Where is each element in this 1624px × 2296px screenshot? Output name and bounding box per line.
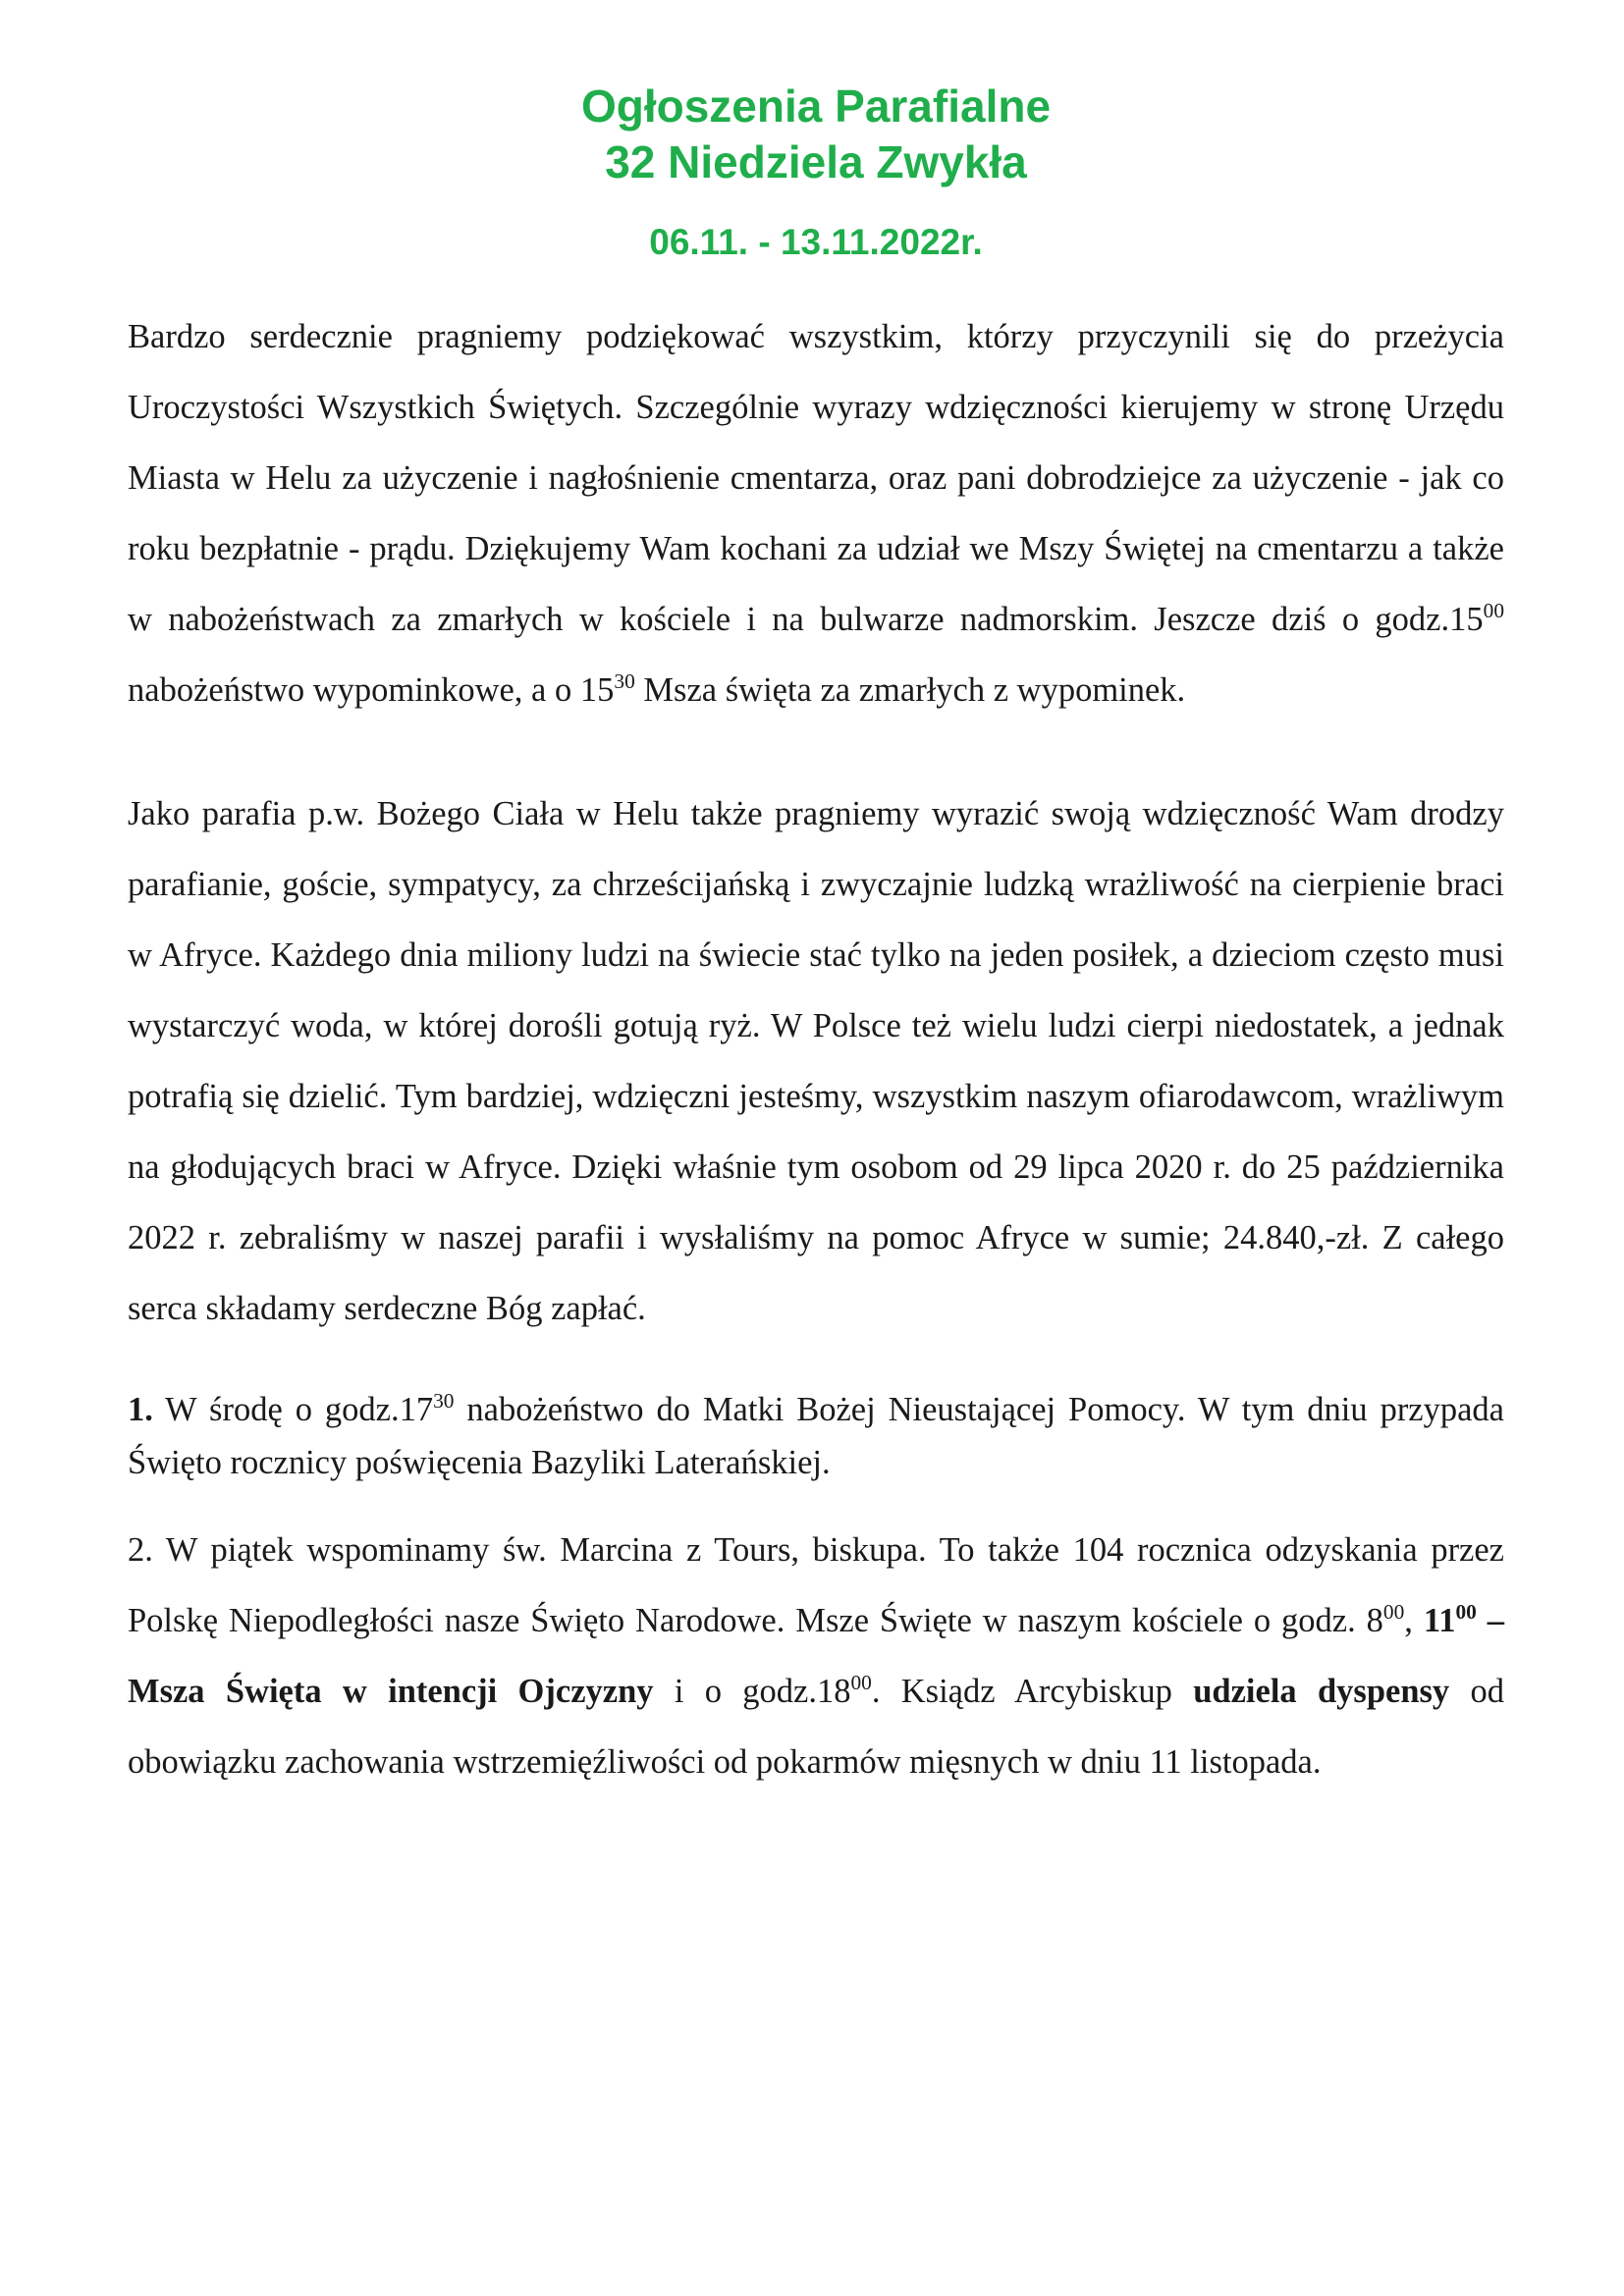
item-2-text-e: od obowiązku zachowania wstrzemięźliwości od pokarmów mięsnych w dniu 11 listopada. [128, 1673, 1504, 1781]
item-number: 1. [128, 1391, 153, 1428]
time-superscript: 30 [433, 1388, 455, 1413]
announcement-item-2 [128, 1515, 1504, 1797]
time-superscript: 00 [1455, 1599, 1477, 1624]
item-1-text-b: nabożeństwo do Matki Bożej Nieustającej Pomocy. W tym dniu przypada Święto rocznicy poświęcenia Bazyliki Laterańskiej. [128, 1391, 1504, 1481]
time-superscript: 00 [1382, 1599, 1405, 1624]
item-2-text-d: . Ksiądz Arcybiskup [871, 1673, 1194, 1710]
item-2-text-a: 2. W piątek wspominamy św. Marcina z Tours, biskupa. To także 104 rocznica odzyskania przez Polskę Niepodległości nasze Święto Narodowe. Msze Święte w naszym kościele o godz. 8 [128, 1531, 1504, 1639]
item-2-text-b: , [1404, 1602, 1424, 1639]
time-superscript: 30 [614, 668, 635, 693]
time-superscript: 00 [1483, 598, 1504, 622]
item-2-text-c: i o godz.18 [653, 1673, 851, 1710]
item-1-text-a: W środę o godz.17 [152, 1391, 434, 1428]
time-superscript: 00 [850, 1670, 872, 1694]
thanks-paragraph [128, 301, 1504, 725]
date-range: 06.11. - 13.11.2022r. [649, 222, 983, 262]
title-line-1: Ogłoszenia Parafialne [580, 80, 1052, 132]
bold-time: 11 [1423, 1602, 1456, 1639]
thanks-text-a: Bardzo serdecznie pragniemy podziękować wszystkim, którzy przyczynili się do przeżycia Uroczystości Wszystkich Świętych. Szczególnie wyrazy wdzięczności kierujemy w stronę Urzędu Miasta w Helu za użyczenie i nagłośnienie cmentarza, oraz pani dobrodziejce za użyczenie - jak co roku bezpłatnie - prądu. Dziękujemy Wam kochani za udział we Mszy Świętej na cmentarzu a także w nabożeństwach za zmarłych w kościele i na bulwarze nadmorskim. Jeszcze dziś o godz.15 [128, 318, 1504, 638]
announcement-item-1 [128, 1383, 1504, 1489]
thanks-text-b: nabożeństwo wypominkowe, a o 15 [128, 671, 615, 709]
bold-mass-text: – Msza Święta w intencji Ojczyzny [128, 1602, 1505, 1710]
announcement-page [128, 79, 1504, 1797]
africa-text: Jako parafia p.w. Bożego Ciała w Helu także pragniemy wyrazić swoją wdzięczność Wam drodzy parafianie, goście, sympatycy, za chrześcijańską i zwyczajnie ludzką wrażliwość na cierpienie braci w Afryce. Każdego dnia miliony ludzi na świecie stać tylko na jeden posiłek, a dzieciom często musi wystarczyć woda, w której dorośli gotują ryż. W Polsce też wielu ludzi cierpi niedostatek, a jednak potrafią się dzielić. Tym bardziej, wdzięczni jesteśmy, wszystkim naszym ofiarodawcom, wrażliwym na głodujących braci w Afryce. Dzięki właśnie tym osobom od 29 lipca 2020 r. do 25 października 2022 r. zebraliśmy w naszej parafii i wysłaliśmy na pomoc Afryce w sumie; 24.840,-zł. Z całego serca składamy serdeczne Bóg zapłać. [128, 795, 1504, 1327]
document-title [128, 79, 1504, 190]
africa-paragraph [128, 778, 1504, 1344]
title-line-2: 32 Niedziela Zwykła [605, 136, 1027, 187]
thanks-text-c: Msza święta za zmarłych z wypominek. [634, 671, 1186, 709]
bold-dispensation: udziela dyspensy [1193, 1673, 1450, 1710]
